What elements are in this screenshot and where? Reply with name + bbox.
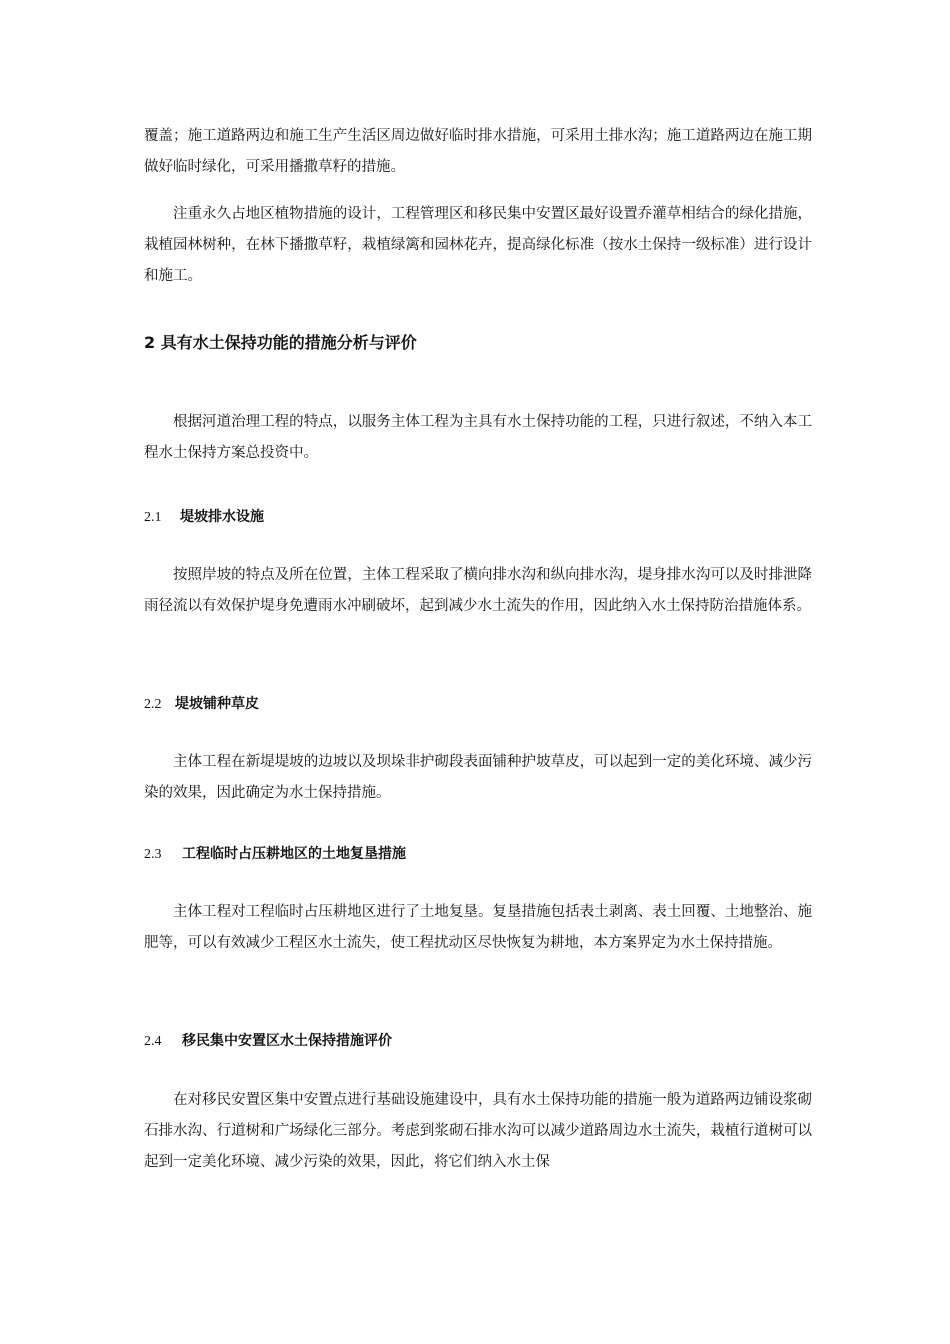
- paragraph-resettlement: [144, 1085, 812, 1178]
- subsection-label: 堤坡铺种草皮: [175, 696, 259, 712]
- paragraph-drainage: [144, 560, 812, 622]
- paragraph-continuation: [144, 121, 812, 183]
- paragraph-intro: [144, 407, 812, 469]
- subsection-heading-2-2: [144, 693, 812, 716]
- subsection-heading-2-4: [144, 1030, 812, 1053]
- subsection-label: 移民集中安置区水土保持措施评价: [182, 1033, 392, 1049]
- paragraph-text: 按照岸坡的特点及所在位置，主体工程采取了横向排水沟和纵向排水沟，堤身排水沟可以及时排泄降雨径流以有效保护堤身免遭雨水冲刷破坏，起到减少水土流失的作用，因此纳入水土保持防治措施体系。: [144, 567, 812, 614]
- subsection-number: 2.2: [144, 697, 162, 712]
- subsection-heading-2-3: [144, 843, 812, 866]
- paragraph-text: 在对移民安置区集中安置点进行基础设施建设中，具有水土保持功能的措施一般为道路两边铺设浆砌石排水沟、行道树和广场绿化三部分。考虑到浆砌石排水沟可以减少道路周边水土流失，栽植行道树可以起到一定美化环境、减少污染的效果，因此，将它们纳入水土保: [144, 1092, 812, 1170]
- subsection-number: 2.1: [144, 510, 162, 525]
- subsection-number: 2.3: [144, 847, 162, 862]
- paragraph-text: 覆盖；施工道路两边和施工生产生活区周边做好临时排水措施，可采用土排水沟；施工道路两边在施工期做好临时绿化，可采用播撒草籽的措施。: [144, 128, 812, 175]
- subsection-heading-2-1: [144, 506, 812, 529]
- subsection-title: [144, 693, 812, 716]
- subsection-title: [144, 843, 812, 866]
- subsection-label: 堤坡排水设施: [180, 509, 264, 525]
- subsection-title: [144, 506, 812, 529]
- paragraph-reclamation: [144, 897, 812, 959]
- section-title: 2 具有水土保持功能的措施分析与评价: [144, 333, 417, 352]
- subsection-label: 工程临时占压耕地区的土地复垦措施: [182, 846, 406, 862]
- subsection-title: [144, 1030, 812, 1053]
- paragraph-plant-measures: [144, 199, 812, 292]
- paragraph-text: 主体工程对工程临时占压耕地区进行了土地复垦。复垦措施包括表土剥离、表土回覆、土地整治、施肥等，可以有效减少工程区水土流失，使工程扰动区尽快恢复为耕地，本方案界定为水土保持措施。: [144, 904, 812, 951]
- subsection-number: 2.4: [144, 1034, 162, 1049]
- paragraph-text: 注重永久占地区植物措施的设计，工程管理区和移民集中安置区最好设置乔灌草相结合的绿化措施，栽植园林树种，在林下播撒草籽，栽植绿篱和园林花卉，提高绿化标准（按水土保持一级标准）进行设计和施工。: [144, 206, 812, 284]
- section-heading-2: [144, 331, 812, 355]
- paragraph-text: 根据河道治理工程的特点，以服务主体工程为主具有水土保持功能的工程，只进行叙述，不纳入本工程水土保持方案总投资中。: [144, 414, 812, 461]
- paragraph-turf: [144, 747, 812, 809]
- paragraph-text: 主体工程在新堤堤坡的边坡以及坝垛非护砌段表面铺种护坡草皮，可以起到一定的美化环境、减少污染的效果，因此确定为水土保持措施。: [144, 754, 812, 801]
